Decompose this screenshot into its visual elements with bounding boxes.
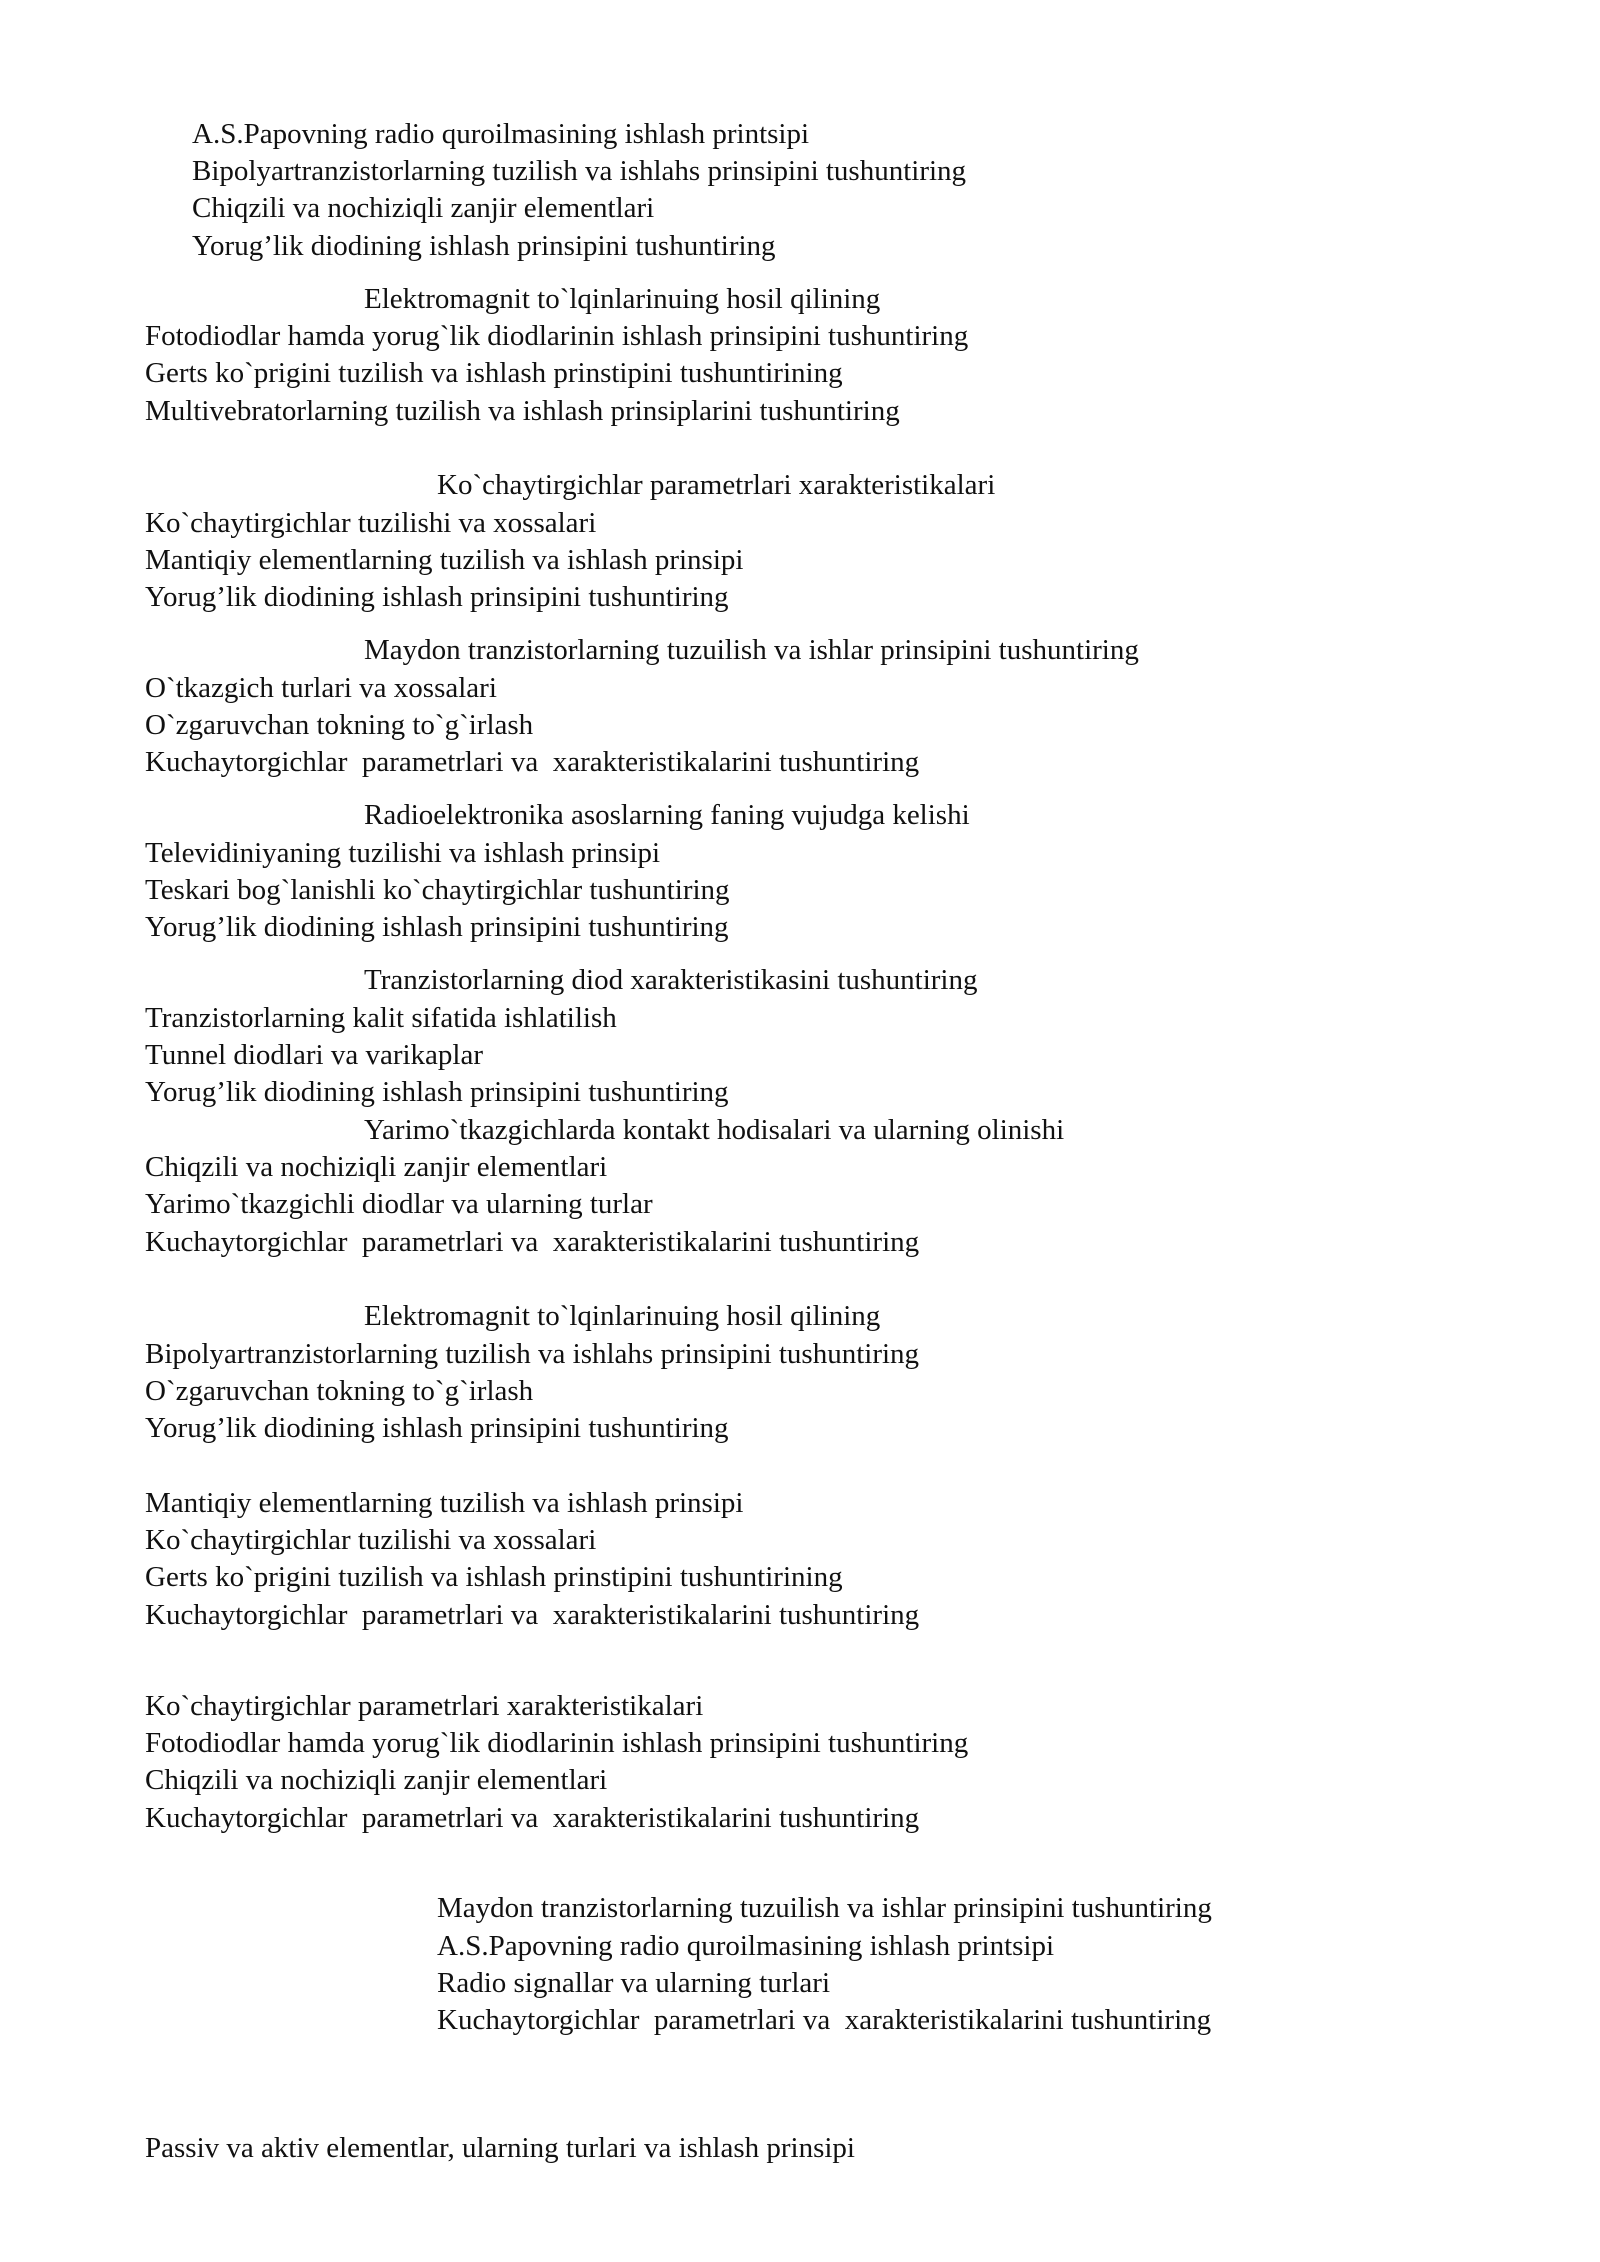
- section-heading: Ko`chaytirgichlar parametrlari xarakteristikalari: [437, 469, 996, 501]
- text-line: Tranzistorlarning kalit sifatida ishlatilish: [145, 1002, 617, 1034]
- text-line: O`zgaruvchan tokning to`g`irlash: [145, 709, 534, 741]
- text-line: A.S.Papovning radio quroilmasining ishlash printsipi: [437, 1930, 1055, 1962]
- text-line: Ko`chaytirgichlar tuzilishi va xossalari: [145, 1524, 597, 1556]
- text-line: Televidiniyaning tuzilishi va ishlash prinsipi: [145, 837, 661, 869]
- text-line: Yarimo`tkazgichli diodlar va ularning turlar: [145, 1188, 653, 1220]
- text-line: Yorug’lik diodining ishlash prinsipini tushuntiring: [145, 1412, 729, 1444]
- text-line: Fotodiodlar hamda yorug`lik diodlarinin ishlash prinsipini tushuntiring: [145, 1727, 969, 1759]
- section-heading: Elektromagnit to`lqinlarinuing hosil qilining: [364, 283, 881, 315]
- text-line: Chiqzili va nochiziqli zanjir elementlari: [145, 1151, 608, 1183]
- text-line: Maydon tranzistorlarning tuzuilish va ishlar prinsipini tushuntiring: [437, 1892, 1212, 1924]
- text-line: Multivebratorlarning tuzilish va ishlash prinsiplarini tushuntiring: [145, 395, 900, 427]
- section-heading: Maydon tranzistorlarning tuzuilish va ishlar prinsipini tushuntiring: [364, 634, 1139, 666]
- text-line: Ko`chaytirgichlar tuzilishi va xossalari: [145, 507, 597, 539]
- text-line: Mantiqiy elementlarning tuzilish va ishlash prinsipi: [145, 544, 744, 576]
- text-line: Passiv va aktiv elementlar, ularning turlari va ishlash prinsipi: [145, 2132, 855, 2164]
- text-line: Kuchaytorgichlar parametrlari va xarakteristikalarini tushuntiring: [145, 1599, 920, 1631]
- text-line: O`tkazgich turlari va xossalari: [145, 672, 497, 704]
- text-line: Fotodiodlar hamda yorug`lik diodlarinin ishlash prinsipini tushuntiring: [145, 320, 969, 352]
- text-line: Bipolyartranzistorlarning tuzilish va ishlahs prinsipini tushuntiring: [145, 1338, 920, 1370]
- section-heading: Elektromagnit to`lqinlarinuing hosil qilining: [364, 1300, 881, 1332]
- text-line: Mantiqiy elementlarning tuzilish va ishlash prinsipi: [145, 1487, 744, 1519]
- text-line: Gerts ko`prigini tuzilish va ishlash prinstipini tushuntirining: [145, 357, 843, 389]
- section-heading: Yarimo`tkazgichlarda kontakt hodisalari va ularning olinishi: [364, 1114, 1065, 1146]
- text-line: Tunnel diodlari va varikaplar: [145, 1039, 483, 1071]
- text-line: Yorug’lik diodining ishlash prinsipini tushuntiring: [145, 911, 729, 943]
- text-line: Radio signallar va ularning turlari: [437, 1967, 831, 1999]
- text-line: Yorug’lik diodining ishlash prinsipini tushuntiring: [145, 1076, 729, 1108]
- text-line: Yorug’lik diodining ishlash prinsipini tushuntiring: [145, 581, 729, 613]
- text-line: A.S.Papovning radio quroilmasining ishlash printsipi: [192, 118, 810, 150]
- text-line: Chiqzili va nochiziqli zanjir elementlari: [145, 1764, 608, 1796]
- text-line: Kuchaytorgichlar parametrlari va xarakteristikalarini tushuntiring: [145, 1226, 920, 1258]
- text-line: Chiqzili va nochiziqli zanjir elementlari: [192, 192, 655, 224]
- section-heading: Tranzistorlarning diod xarakteristikasini tushuntiring: [364, 964, 978, 996]
- text-line: Kuchaytorgichlar parametrlari va xarakteristikalarini tushuntiring: [437, 2004, 1212, 2036]
- section-heading: Radioelektronika asoslarning faning vujudga kelishi: [364, 799, 970, 831]
- text-line: Teskari bog`lanishli ko`chaytirgichlar tushuntiring: [145, 874, 730, 906]
- text-line: Ko`chaytirgichlar parametrlari xarakteristikalari: [145, 1690, 704, 1722]
- text-line: Gerts ko`prigini tuzilish va ishlash prinstipini tushuntirining: [145, 1561, 843, 1593]
- text-line: Yorug’lik diodining ishlash prinsipini tushuntiring: [192, 230, 776, 262]
- text-line: Bipolyartranzistorlarning tuzilish va ishlahs prinsipini tushuntiring: [192, 155, 967, 187]
- text-line: Kuchaytorgichlar parametrlari va xarakteristikalarini tushuntiring: [145, 1802, 920, 1834]
- text-line: O`zgaruvchan tokning to`g`irlash: [145, 1375, 534, 1407]
- text-line: Kuchaytorgichlar parametrlari va xarakteristikalarini tushuntiring: [145, 746, 920, 778]
